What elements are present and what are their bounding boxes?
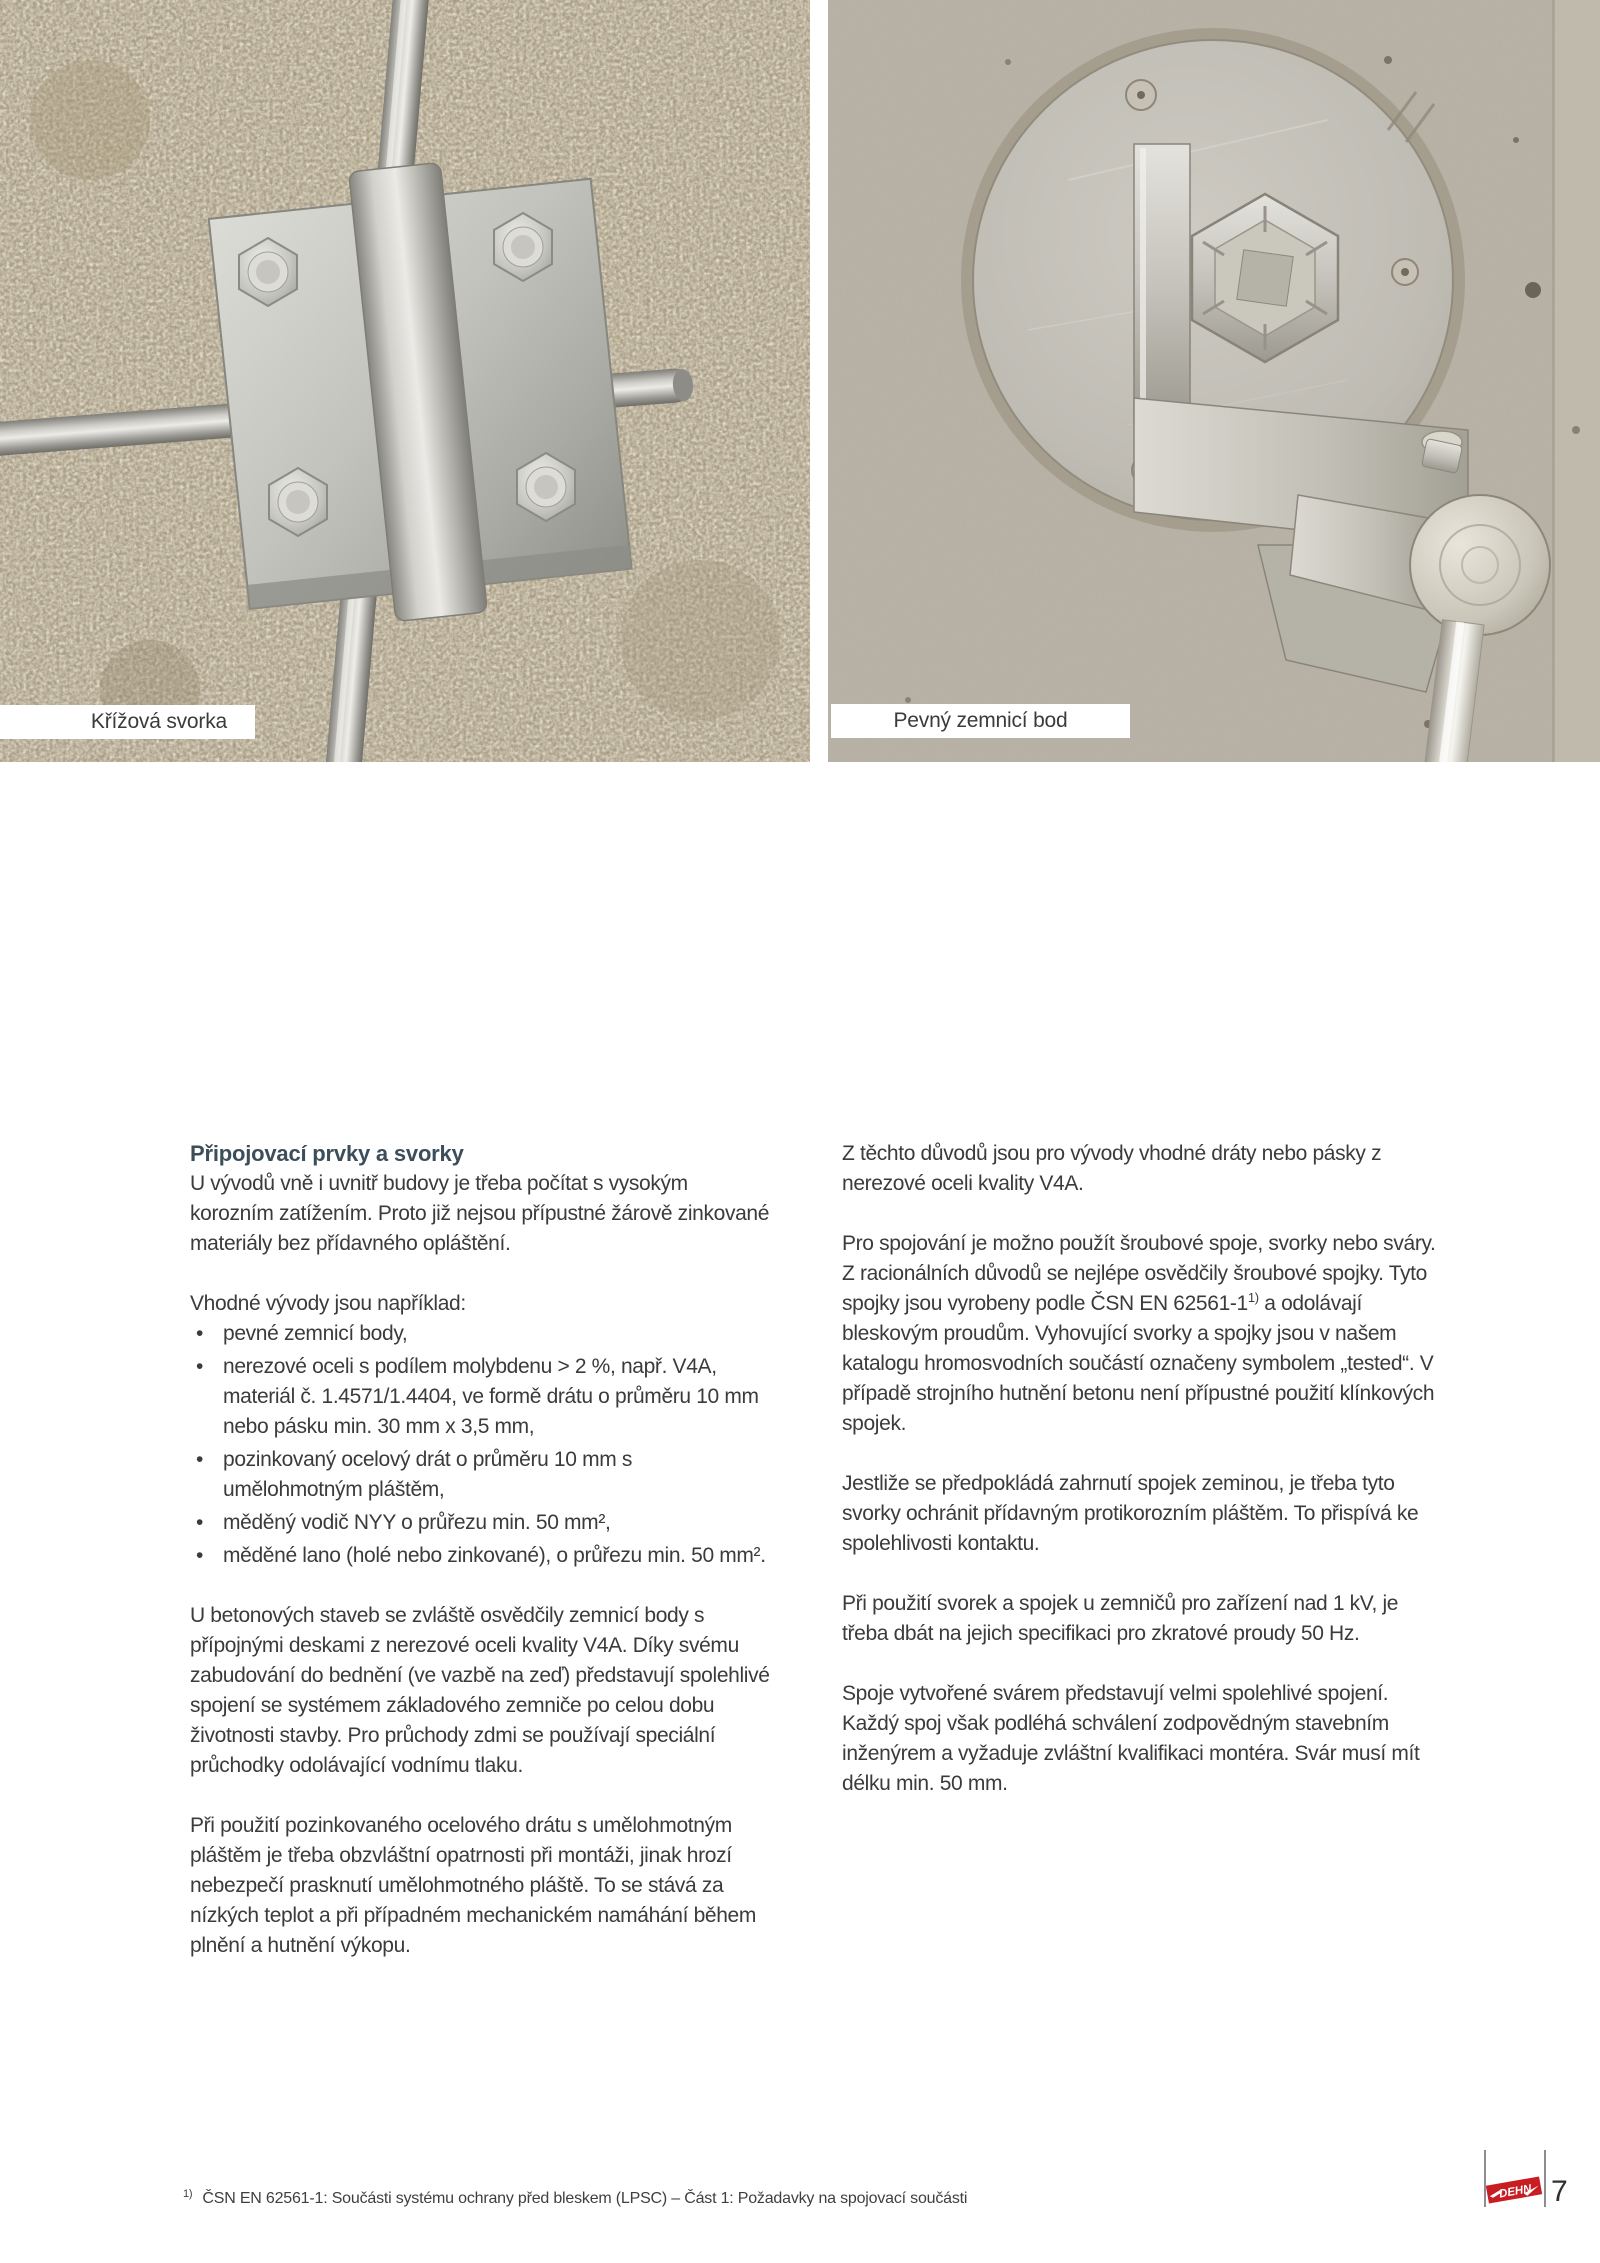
list-item: • měděný vodič NYY o průřezu min. 50 mm², [190, 1508, 773, 1538]
paragraph [842, 1229, 1444, 1439]
paragraph: Jestliže se předpokládá zahrnutí spojek zeminou, je třeba tyto svorky ochránit přídavným protikorozním pláštěm. To přispívá ke spolehlivosti kontaktu. [842, 1472, 1419, 1555]
footnote-reference: 1) [1247, 1290, 1259, 1305]
list-intro: Vhodné vývody jsou například: [190, 1292, 466, 1315]
paragraph: Z těchto důvodů jsou pro vývody vhodné dráty nebo pásky z nerezové oceli kvality V4A. [842, 1142, 1382, 1195]
photo-fixed-earthing-point [828, 0, 1600, 762]
suitable-outlets-list [190, 1319, 773, 1571]
list-item: • pevné zemnicí body, [190, 1319, 773, 1349]
plate-hole-right [1392, 259, 1418, 285]
paragraph-text: a odolávají bleskovým proudům. Vyhovující svorky a spojky jsou v našem katalogu hromosvodních součástí označeny symbolem „tested“. V případě strojního hutnění betonu není přípustné použití klínkových spojek. [842, 1292, 1435, 1435]
footnote [183, 2187, 968, 2208]
photo-caption-right: Pevný zemnicí bod [831, 704, 1130, 738]
cross-clamp-illustration [0, 0, 810, 762]
paragraph: Při použití pozinkovaného ocelového drátu s umělohmotným pláštěm je třeba obzvláštní opatrnosti při montáži, jinak hrozí nebezpečí prasknutí umělohmotného pláště. To se stává za nízkých teplot a při případném mechanickém namáhání během plnění a hutnění výkopu. [190, 1814, 757, 1957]
list-item: • pozinkovaný ocelový drát o průměru 10 mm s umělohmotným pláštěm, [190, 1445, 773, 1505]
dehn-logo-text: DEHN [1498, 2183, 1533, 2201]
paragraph: U betonových staveb se zvláště osvědčily zemnicí body s přípojnými deskami z nerezové oceli kvality V4A. Díky svému zabudování do bednění (ve vazbě na zeď) představují spolehlivé spojení se systémem základového zemniče po celou dobu životnosti stavby. Pro průchody zdmi se používají speciální průchodky odolávající vodnímu tlaku. [190, 1604, 770, 1777]
footnote-text: ČSN EN 62561-1: Součásti systému ochrany před bleskem (LPSC) – Část 1: Požadavky na spojovací součásti [202, 2190, 968, 2207]
plate-hole-top [1126, 80, 1156, 110]
text-column-right [842, 1139, 1444, 1829]
paragraph: Při použití svorek a spojek u zemničů pro zařízení nad 1 kV, je třeba dbát na jejich specifikaci pro zkratové proudy 50 Hz. [842, 1592, 1399, 1645]
photo-cross-clamp [0, 0, 810, 762]
footer-divider-right [1544, 2150, 1546, 2207]
list-item: • nerezové oceli s podílem molybdenu > 2 %, např. V4A, materiál č. 1.4571/1.4404, ve formě drátu o průměru 10 mm nebo pásku min. 30 mm x 3,5 mm, [190, 1352, 773, 1442]
footnote-marker: 1) [183, 2187, 193, 2200]
text-column-left [190, 1139, 773, 1991]
dehn-logo [1486, 2172, 1543, 2206]
paragraph-text: Pro spojování je možno použít šroubové spoje, svorky nebo sváry. Z racionálních důvodů se nejlépe osvědčily šroubové spojky. Tyto spojky jsou vyrobeny podle ČSN EN 62561-1 [842, 1232, 1436, 1315]
fixed-earthing-point-illustration [828, 0, 1600, 762]
list-item: • měděné lano (holé nebo zinkované), o průřezu min. 50 mm². [190, 1541, 773, 1571]
page-number: 7 [1551, 2175, 1568, 2208]
photo-caption-left: Křížová svorka [0, 705, 255, 739]
clamp-plate [205, 147, 634, 637]
paragraph: U vývodů vně i uvnitř budovy je třeba počítat s vysokým korozním zatížením. Proto již nejsou přípustné žárově zinkované materiály bez přídavného opláštění. [190, 1172, 770, 1255]
section-heading: Připojovací prvky a svorky [190, 1141, 464, 1166]
paragraph: Spoje vytvořené svárem představují velmi spolehlivé spojení. Každý spoj však podléhá schválení zodpovědným stavebním inženýrem a vyžaduje zvláštní kvalifikaci montéra. Svár musí mít délku min. 50 mm. [842, 1682, 1420, 1795]
